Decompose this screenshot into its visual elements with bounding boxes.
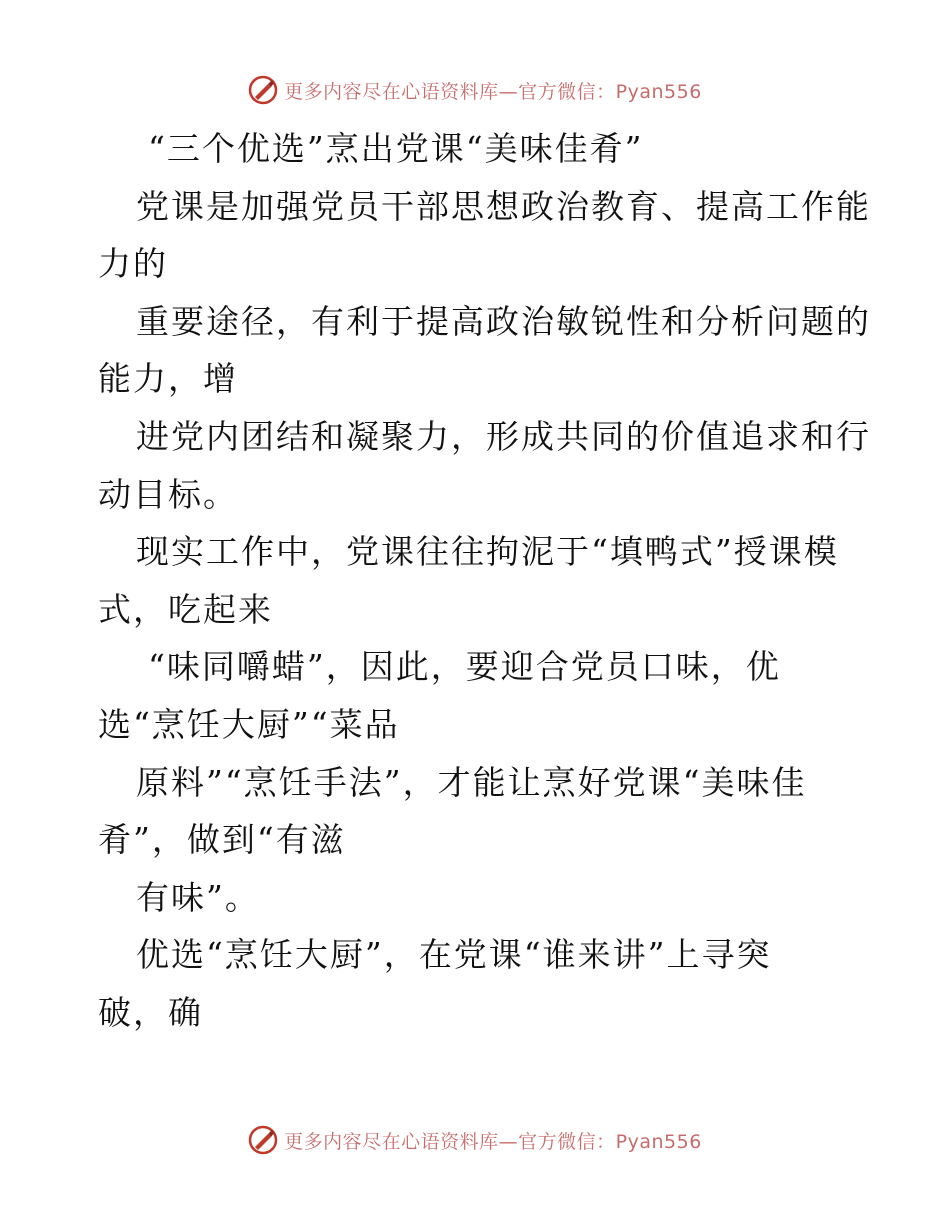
footer-banner-text: 更多内容尽在心语资料库—官方微信：Pyan556 — [284, 1130, 702, 1153]
paragraph-line: 式，吃起来 — [98, 589, 273, 629]
paragraph-line: 优选“烹饪大厨”，在党课“谁来讲”上寻突 — [136, 935, 772, 975]
header-banner — [0, 70, 950, 110]
paragraph-line: 重要途径，有利于提高政治敏锐性和分析问题的 — [136, 301, 871, 341]
document-title: “三个优选”烹出党课“美味佳肴” — [148, 129, 644, 168]
paragraph-line: 肴”，做到“有滋 — [98, 820, 346, 860]
paragraph-line: 动目标。 — [98, 474, 238, 514]
paragraph-line: 有味”。 — [136, 877, 260, 917]
document-body — [98, 120, 871, 1042]
paragraph-line: 破，确 — [98, 992, 203, 1032]
pen-nib-logo-icon — [248, 75, 278, 105]
paragraph-line: 原料”“烹饪手法”，才能让烹好党课“美味佳 — [136, 762, 807, 802]
paragraph-line: 力的 — [98, 244, 168, 284]
paragraph-line: 进党内团结和凝聚力，形成共同的价值追求和行 — [136, 416, 871, 456]
footer-banner — [0, 1120, 950, 1160]
paragraph-line: 选“烹饪大厨”“菜品 — [98, 704, 400, 744]
paragraph-line: 能力，增 — [98, 359, 238, 399]
pen-nib-logo-icon — [248, 1125, 278, 1155]
header-banner-text: 更多内容尽在心语资料库—官方微信：Pyan556 — [284, 80, 702, 103]
paragraph-line: 党课是加强党员干部思想政治教育、提高工作能 — [136, 186, 871, 226]
paragraph-line: “味同嚼蜡”，因此，要迎合党员口味，优 — [148, 647, 781, 687]
paragraph-line: 现实工作中，党课往往拘泥于“填鸭式”授课模 — [136, 532, 839, 572]
